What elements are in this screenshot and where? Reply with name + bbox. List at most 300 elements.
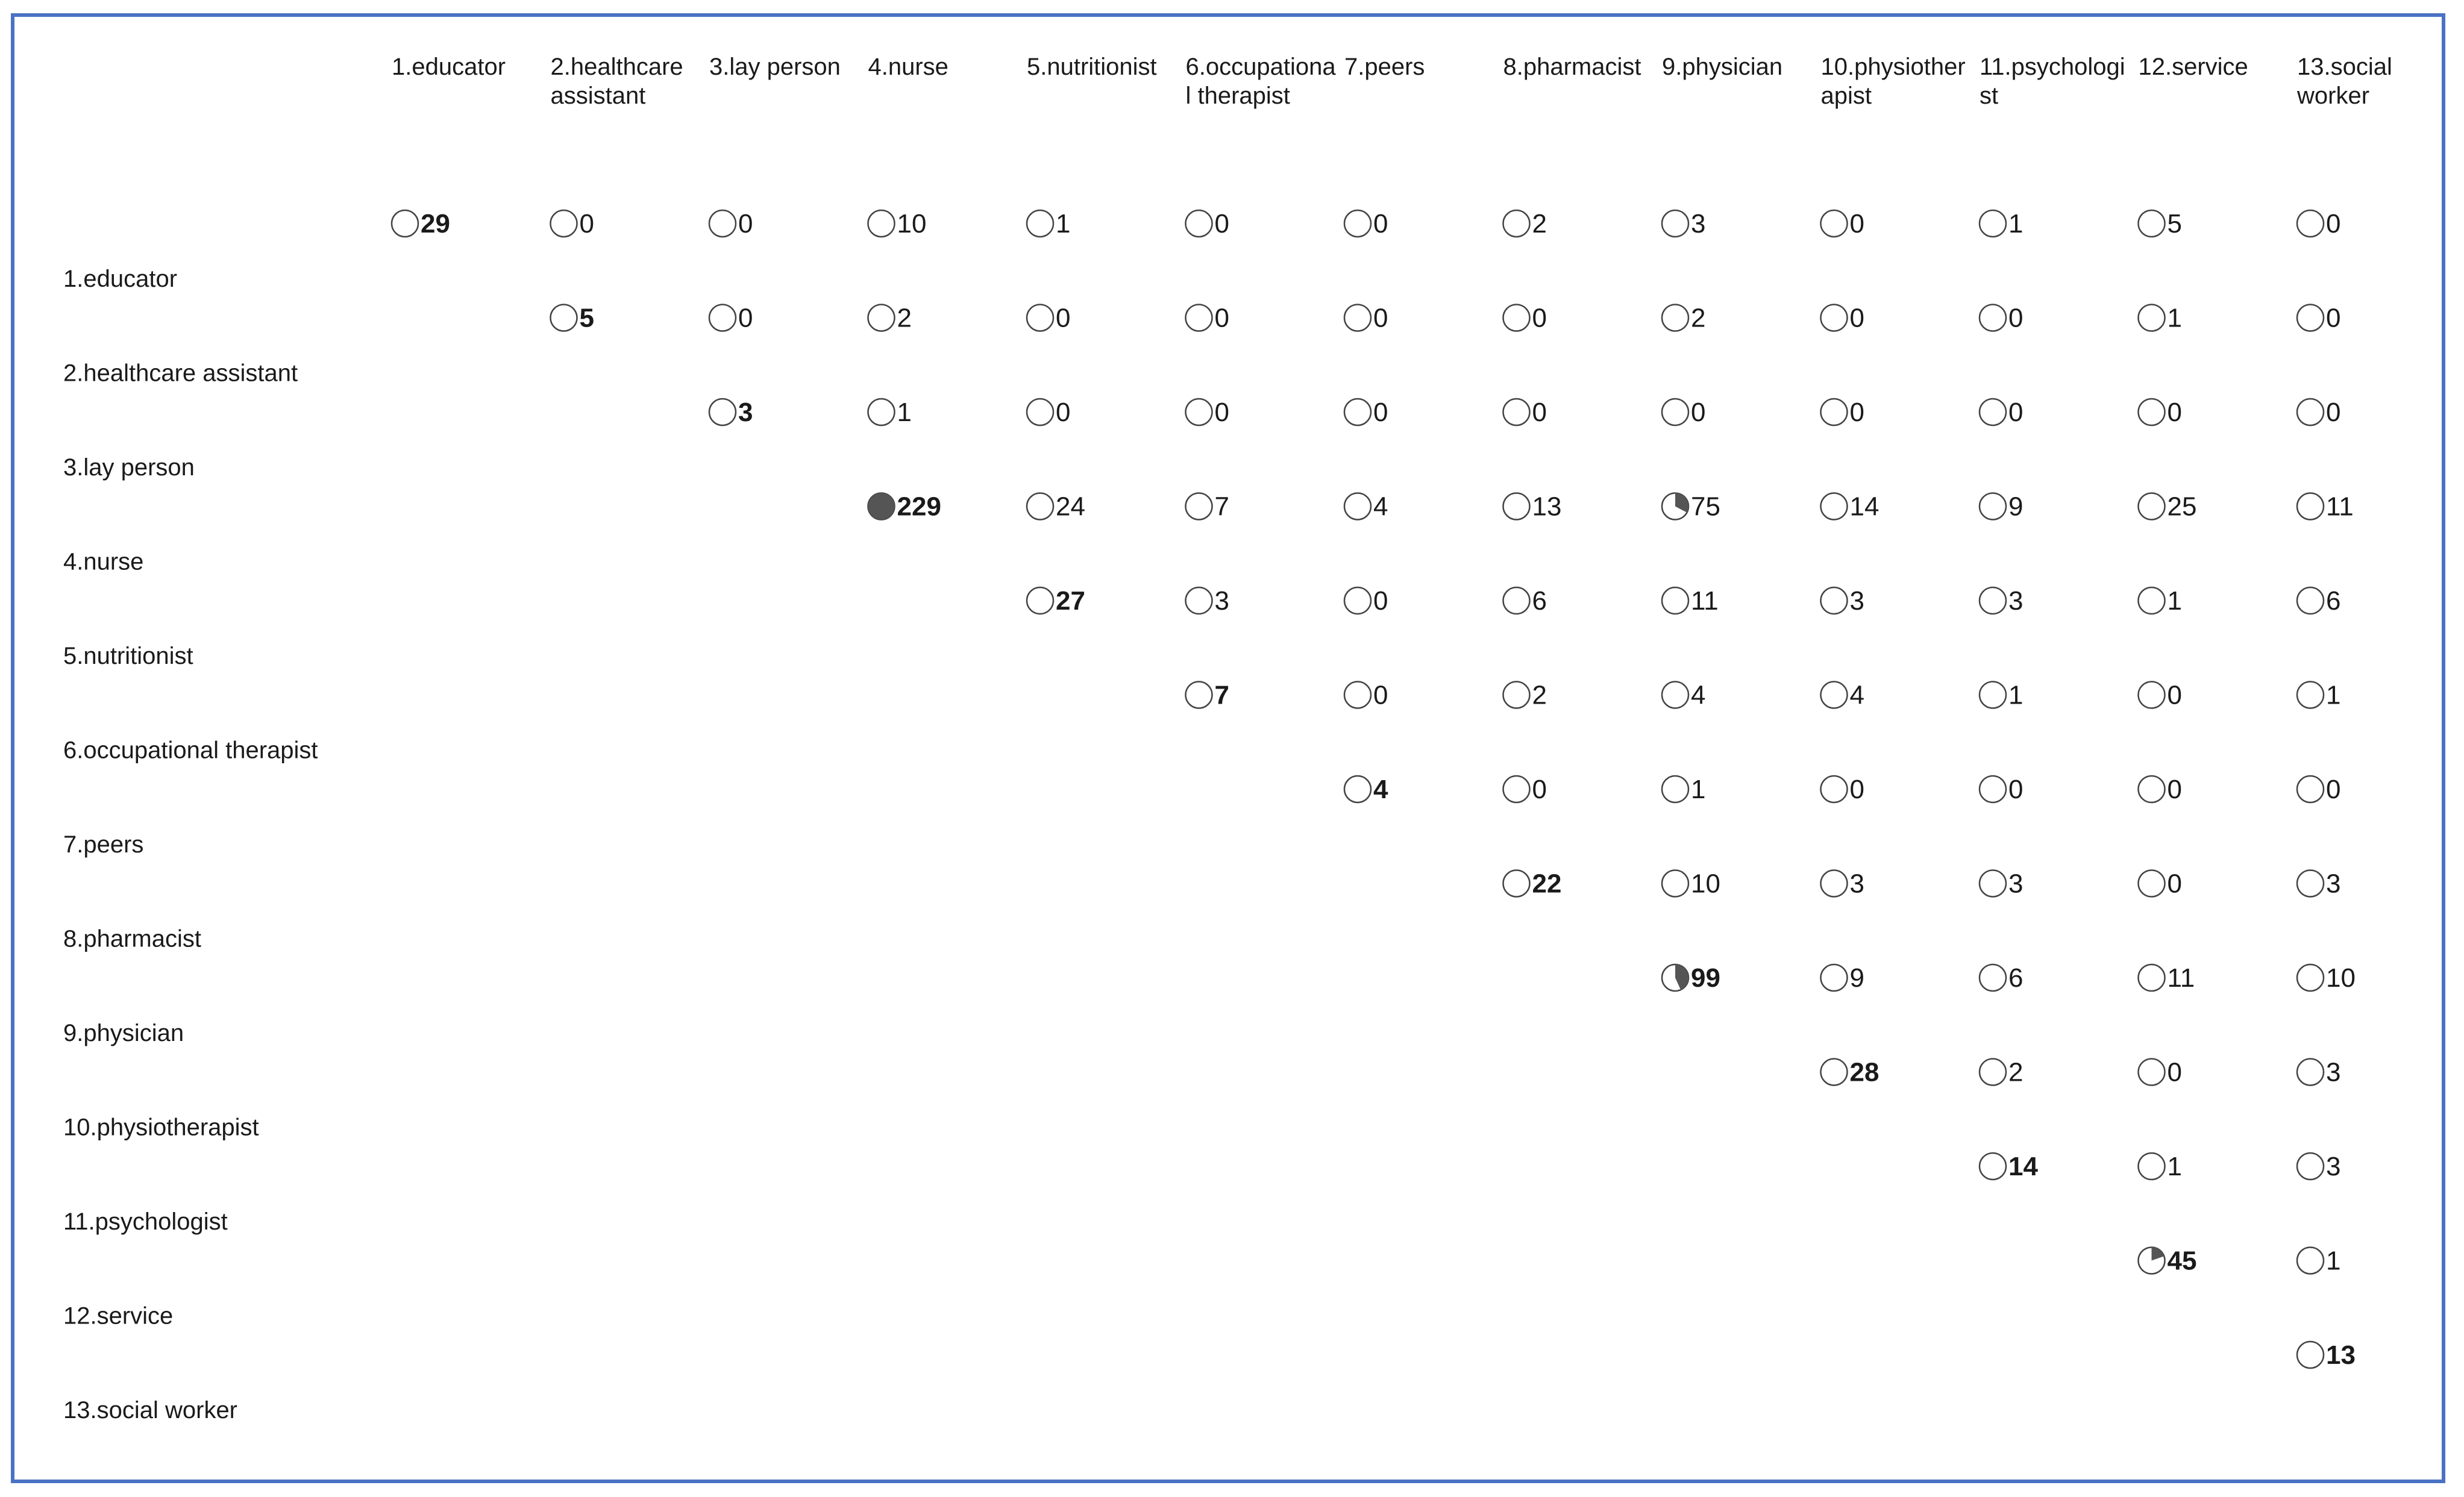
cell-marker	[1821, 682, 1848, 708]
cell-marker	[1821, 870, 1848, 897]
matrix-cell	[1662, 209, 1705, 239]
cell-value: 4	[1373, 492, 1388, 522]
cell-value: 9	[2008, 492, 2024, 522]
matrix-cell	[1821, 775, 1864, 804]
cell-marker	[1821, 964, 1848, 991]
cell-value: 6	[2326, 586, 2341, 616]
matrix-cell	[2297, 681, 2340, 710]
cell-marker	[1503, 776, 1530, 802]
matrix-cell	[709, 304, 753, 333]
column-labels	[392, 54, 2392, 109]
column-label	[1821, 54, 1966, 109]
cell-marker	[2139, 776, 2165, 802]
row-label: 7.peers	[63, 831, 144, 858]
cell-value: 0	[1849, 398, 1864, 427]
cell-value: 3	[1691, 209, 1706, 239]
matrix-cell	[1821, 869, 1864, 899]
cell-value: 9	[1849, 963, 1864, 993]
column-label-line: 6.occupationa	[1185, 54, 1336, 80]
cell-value: 2	[897, 303, 912, 333]
matrix-cell	[1186, 304, 1229, 333]
matrix-cell	[2139, 1152, 2182, 1181]
cell-marker	[2139, 1059, 2165, 1086]
matrix-cell	[2139, 492, 2197, 522]
row-label: 11.psychologist	[63, 1208, 228, 1235]
cell-value: 7	[1214, 492, 1229, 522]
cell-marker	[2139, 587, 2165, 614]
matrix-cell	[2297, 869, 2340, 899]
cell-value: 0	[2326, 398, 2341, 427]
cell-marker	[2297, 1153, 2324, 1180]
cell-value: 99	[1691, 963, 1720, 993]
matrix-cell	[2297, 1340, 2356, 1370]
cell-marker	[1821, 210, 1848, 237]
cell-marker	[1503, 682, 1530, 708]
cell-marker	[2297, 587, 2324, 614]
column-label	[709, 54, 841, 80]
cell-marker	[1186, 682, 1212, 708]
cell-value: 2	[1532, 680, 1547, 710]
matrix-cell	[868, 492, 941, 522]
matrix-cell	[1027, 304, 1070, 333]
matrix-cell	[2297, 775, 2340, 804]
matrix-cell	[2297, 586, 2340, 616]
cell-value: 4	[1691, 680, 1706, 710]
cell-value: 0	[2008, 775, 2024, 804]
cell-value: 0	[1373, 209, 1388, 239]
matrix-cell	[1027, 492, 1085, 522]
column-label	[2139, 54, 2248, 80]
matrix-cell	[2139, 304, 2182, 333]
matrix-cell	[1186, 681, 1229, 710]
cell-marker	[1344, 776, 1371, 802]
matrix-cell	[2139, 398, 2182, 427]
cell-marker	[1344, 399, 1371, 425]
column-label-line: 11.psychologi	[1980, 54, 2125, 80]
matrix-cell	[1344, 681, 1388, 710]
matrix-cell	[2139, 586, 2182, 616]
cell-value: 0	[1532, 398, 1547, 427]
cell-marker	[1344, 587, 1371, 614]
cell-marker	[2297, 1248, 2324, 1274]
cell-marker	[1186, 587, 1212, 614]
cell-marker	[1662, 870, 1688, 897]
matrix-cell	[1503, 681, 1547, 710]
column-label-line: 8.pharmacist	[1503, 54, 1641, 80]
matrix-cell	[1186, 209, 1229, 239]
cell-marker	[1503, 493, 1530, 520]
matrix-cell	[2297, 398, 2340, 427]
cell-value: 0	[738, 209, 753, 239]
cell-value: 4	[1849, 680, 1864, 710]
column-label-line: 3.lay person	[709, 54, 841, 80]
cell-marker	[2139, 682, 2165, 708]
cell-marker	[1821, 493, 1848, 520]
cell-marker	[2297, 1059, 2324, 1086]
column-label-line: 4.nurse	[868, 54, 948, 80]
cell-value: 29	[421, 209, 450, 239]
cell-value: 27	[1056, 586, 1085, 616]
cell-value: 0	[738, 303, 753, 333]
matrix-cell	[1503, 398, 1547, 427]
cell-marker	[2297, 210, 2324, 237]
cell-value: 0	[1373, 303, 1388, 333]
cell-marker	[2297, 776, 2324, 802]
cell-marker	[709, 399, 736, 425]
cell-marker	[1980, 1059, 2006, 1086]
row-label: 8.pharmacist	[63, 925, 201, 952]
matrix-cell	[2139, 775, 2182, 804]
cell-marker	[1186, 305, 1212, 331]
column-label-line: 10.physiother	[1820, 54, 1966, 80]
cell-marker	[1186, 493, 1212, 520]
cell-value: 0	[2326, 775, 2341, 804]
cell-value: 229	[897, 492, 941, 522]
cell-value: 2	[2008, 1057, 2024, 1087]
row-label: 3.lay person	[63, 454, 195, 481]
cell-marker	[2139, 493, 2165, 520]
cell-marker	[551, 210, 577, 237]
matrix-cell	[1980, 586, 2023, 616]
cell-marker	[2139, 1153, 2165, 1180]
matrix-cell	[709, 398, 753, 427]
cell-value: 0	[579, 209, 594, 239]
cell-value: 11	[2326, 492, 2354, 522]
row-label: 13.social worker	[63, 1397, 238, 1424]
matrix-cell	[1344, 398, 1388, 427]
matrix-cell	[1821, 963, 1864, 993]
cell-value: 6	[1532, 586, 1547, 616]
matrix-cell	[868, 398, 912, 427]
matrix-cell	[1662, 681, 1705, 710]
cell-value: 0	[1373, 680, 1388, 710]
cell-marker	[1980, 1153, 2006, 1180]
cell-value: 1	[2008, 209, 2024, 239]
cell-value: 1	[2167, 586, 2182, 616]
column-label-line: apist	[1820, 83, 1872, 109]
cell-marker	[1186, 210, 1212, 237]
cell-marker	[1980, 682, 2006, 708]
cell-marker	[1662, 210, 1688, 237]
cell-marker	[392, 210, 418, 237]
cell-value: 0	[1532, 303, 1547, 333]
matrix-cell	[1344, 586, 1388, 616]
matrix-cell	[2139, 1058, 2182, 1087]
matrix-cell	[1503, 209, 1547, 239]
cell-value: 3	[2326, 1057, 2341, 1087]
cell-marker	[1662, 305, 1688, 331]
cell-marker	[1503, 210, 1530, 237]
cell-value: 22	[1532, 869, 1562, 899]
matrix-cell	[1662, 304, 1705, 333]
cell-marker	[1027, 305, 1053, 331]
matrix-cell	[2297, 209, 2340, 239]
matrix-cell	[392, 209, 450, 239]
cell-value: 0	[2326, 209, 2341, 239]
cell-marker	[1344, 682, 1371, 708]
matrix-cell	[1662, 775, 1705, 804]
column-label-line: 7.peers	[1344, 54, 1425, 80]
cell-value: 0	[1214, 398, 1229, 427]
row-label: 10.physiotherapist	[63, 1114, 259, 1141]
cell-value: 0	[2008, 303, 2024, 333]
cell-value: 0	[1214, 209, 1229, 239]
matrix-cell	[1980, 1152, 2038, 1181]
matrix-cell	[2139, 1246, 2197, 1276]
matrix-cell	[1662, 869, 1720, 899]
cell-marker	[709, 305, 736, 331]
cell-marker	[2297, 493, 2324, 520]
matrix-cell	[1503, 304, 1547, 333]
cell-marker	[1662, 399, 1688, 425]
cell-marker	[1980, 493, 2006, 520]
cell-marker	[1980, 776, 2006, 802]
cell-marker	[1503, 399, 1530, 425]
matrix-cell	[709, 209, 753, 239]
matrix-cell	[1662, 492, 1720, 522]
cell-value: 0	[1849, 775, 1864, 804]
matrix-cell	[2297, 492, 2354, 522]
matrix-cell	[1662, 398, 1705, 427]
cell-marker	[709, 210, 736, 237]
cell-marker	[2139, 870, 2165, 897]
cell-value: 2	[1532, 209, 1547, 239]
cell-marker	[1503, 305, 1530, 331]
matrix-cell	[1344, 304, 1388, 333]
cell-marker	[1980, 587, 2006, 614]
cell-value: 0	[2167, 398, 2182, 427]
cell-marker	[2297, 964, 2324, 991]
column-label-line: 5.nutritionist	[1027, 54, 1157, 80]
cell-value: 0	[2167, 1057, 2182, 1087]
matrix-cell	[2139, 869, 2182, 899]
cell-value: 0	[1849, 303, 1864, 333]
column-label-line: 12.service	[2138, 54, 2248, 80]
cell-value: 24	[1056, 492, 1085, 522]
cell-marker	[1503, 587, 1530, 614]
cell-marker	[868, 305, 895, 331]
cell-marker	[2139, 210, 2165, 237]
matrix-cell	[868, 304, 912, 333]
column-label-line: 1.educator	[392, 54, 506, 80]
cell-marker	[1821, 776, 1848, 802]
matrix-cell	[2297, 1246, 2340, 1276]
matrix-cell	[1821, 492, 1879, 522]
matrix-cell	[1344, 775, 1388, 804]
cell-value: 75	[1691, 492, 1720, 522]
cell-value: 1	[2008, 680, 2024, 710]
cell-value: 0	[1849, 209, 1864, 239]
matrix-cell	[1503, 586, 1547, 616]
cell-value: 3	[2326, 1152, 2341, 1181]
column-label	[1344, 54, 1425, 80]
cell-value: 1	[1691, 775, 1706, 804]
column-label	[1980, 54, 2125, 109]
matrix-cell	[1027, 209, 1070, 239]
cell-value: 3	[1214, 586, 1229, 616]
cell-marker	[2139, 305, 2165, 331]
cell-marker	[1503, 870, 1530, 897]
column-label-line: 2.healthcare	[550, 54, 683, 80]
matrix-cell	[2297, 1152, 2340, 1181]
cell-value: 1	[2326, 1246, 2341, 1276]
cell-value: 0	[1532, 775, 1547, 804]
cell-value: 1	[897, 398, 912, 427]
cell-value: 7	[1214, 680, 1229, 710]
cell-marker	[1662, 776, 1688, 802]
cell-marker	[1344, 305, 1371, 331]
cell-marker	[1821, 587, 1848, 614]
matrix-cell	[1821, 398, 1864, 427]
matrix-cell	[1980, 398, 2023, 427]
matrix-cell	[1186, 586, 1229, 616]
matrix-cell	[1821, 1058, 1879, 1087]
cell-marker	[2297, 305, 2324, 331]
cell-fill	[868, 493, 895, 520]
cell-value: 13	[2326, 1340, 2356, 1370]
cell-marker	[1662, 682, 1688, 708]
column-label-line: assistant	[550, 83, 646, 109]
matrix-cell	[1980, 492, 2023, 522]
cell-marker	[551, 305, 577, 331]
cell-value: 0	[2326, 303, 2341, 333]
cell-value: 0	[1056, 303, 1071, 333]
row-label: 12.service	[63, 1302, 174, 1330]
cell-value: 0	[1056, 398, 1071, 427]
cell-value: 5	[579, 303, 594, 333]
matrix-cell	[2297, 1058, 2340, 1087]
column-label	[2296, 54, 2392, 109]
matrix-cell	[1980, 1058, 2023, 1087]
row-label: 9.physician	[63, 1020, 184, 1046]
row-label: 1.educator	[63, 266, 178, 292]
cell-marker	[1821, 1059, 1848, 1086]
cell-value: 3	[2326, 869, 2341, 899]
cell-value: 25	[2167, 492, 2197, 522]
matrix-cell	[1980, 963, 2023, 993]
cell-value: 10	[2326, 963, 2356, 993]
cell-value: 13	[1532, 492, 1562, 522]
cell-value: 5	[2167, 209, 2182, 239]
cell-marker	[1027, 493, 1053, 520]
cell-value: 0	[1373, 586, 1388, 616]
cell-value: 1	[2167, 1152, 2182, 1181]
matrix-cell	[1980, 209, 2023, 239]
cell-value: 1	[1056, 209, 1071, 239]
cell-value: 10	[1691, 869, 1720, 899]
cell-marker	[1027, 210, 1053, 237]
matrix-cell	[2139, 963, 2195, 993]
cell-value: 14	[1849, 492, 1879, 522]
cell-marker	[1662, 587, 1688, 614]
cell-value: 3	[2008, 869, 2024, 899]
row-label: 4.nurse	[63, 548, 144, 575]
column-label	[1027, 54, 1157, 80]
cell-value: 14	[2008, 1152, 2038, 1181]
column-label-line: 9.physician	[1662, 54, 1783, 80]
cell-marker	[1821, 305, 1848, 331]
cell-marker	[2297, 682, 2324, 708]
matrix-cell	[1344, 492, 1388, 522]
cell-value: 6	[2008, 963, 2024, 993]
cell-marker	[2297, 870, 2324, 897]
matrix-cell	[1503, 775, 1547, 804]
cell-marker	[868, 210, 895, 237]
cell-value: 0	[2167, 775, 2182, 804]
column-label-line: l therapist	[1185, 83, 1290, 109]
row-label: 2.healthcare assistant	[63, 360, 298, 387]
cell-value: 4	[1373, 775, 1388, 804]
cell-value: 1	[2326, 680, 2341, 710]
column-label	[1503, 54, 1641, 80]
cell-value: 0	[2008, 398, 2024, 427]
column-label	[551, 54, 683, 109]
matrix-cell	[1980, 775, 2023, 804]
matrix-cell	[868, 209, 927, 239]
matrix-cell	[1503, 869, 1562, 899]
matrix-cell	[1980, 869, 2023, 899]
cell-value: 1	[2167, 303, 2182, 333]
matrix-cell	[2297, 963, 2356, 993]
cell-marker	[1186, 399, 1212, 425]
matrix-cell	[1821, 304, 1864, 333]
cell-marker	[1980, 870, 2006, 897]
column-label-line: st	[1980, 83, 1999, 109]
cell-value: 0	[2167, 869, 2182, 899]
cell-marker	[1344, 493, 1371, 520]
cell-marker	[1821, 399, 1848, 425]
matrix-cell	[2139, 681, 2182, 710]
cell-marker	[1980, 305, 2006, 331]
matrix-cells	[392, 209, 2356, 1370]
cell-marker	[868, 399, 895, 425]
matrix-cell	[1027, 586, 1085, 616]
matrix-cell	[2297, 304, 2340, 333]
cell-value: 3	[738, 398, 753, 427]
cell-marker	[1027, 399, 1053, 425]
matrix-cell	[2139, 209, 2182, 239]
column-label-line: 13.social	[2297, 54, 2392, 80]
row-label: 5.nutritionist	[63, 643, 193, 669]
cell-value: 0	[1373, 398, 1388, 427]
matrix-cell	[1662, 586, 1719, 616]
cell-value: 10	[897, 209, 927, 239]
cell-value: 28	[1849, 1057, 1879, 1087]
matrix-cell	[1821, 209, 1864, 239]
cell-value: 2	[1691, 303, 1706, 333]
matrix-cell	[551, 209, 594, 239]
column-label	[1186, 54, 1337, 109]
column-label	[868, 54, 948, 80]
matrix-cell	[1980, 304, 2023, 333]
matrix-cell	[551, 304, 594, 333]
matrix-cell	[1821, 586, 1864, 616]
cell-marker	[1980, 964, 2006, 991]
cell-value: 11	[2167, 963, 2195, 993]
cell-value: 3	[1849, 869, 1864, 899]
cell-value: 0	[1691, 398, 1706, 427]
cell-value: 3	[1849, 586, 1864, 616]
cell-marker	[1980, 399, 2006, 425]
column-label	[392, 54, 506, 80]
cell-marker	[1344, 210, 1371, 237]
matrix-cell	[1662, 963, 1720, 993]
matrix-cell	[1344, 209, 1388, 239]
cell-value: 0	[2167, 680, 2182, 710]
cell-marker	[2139, 399, 2165, 425]
matrix-cell	[1821, 681, 1864, 710]
column-label	[1662, 54, 1782, 80]
